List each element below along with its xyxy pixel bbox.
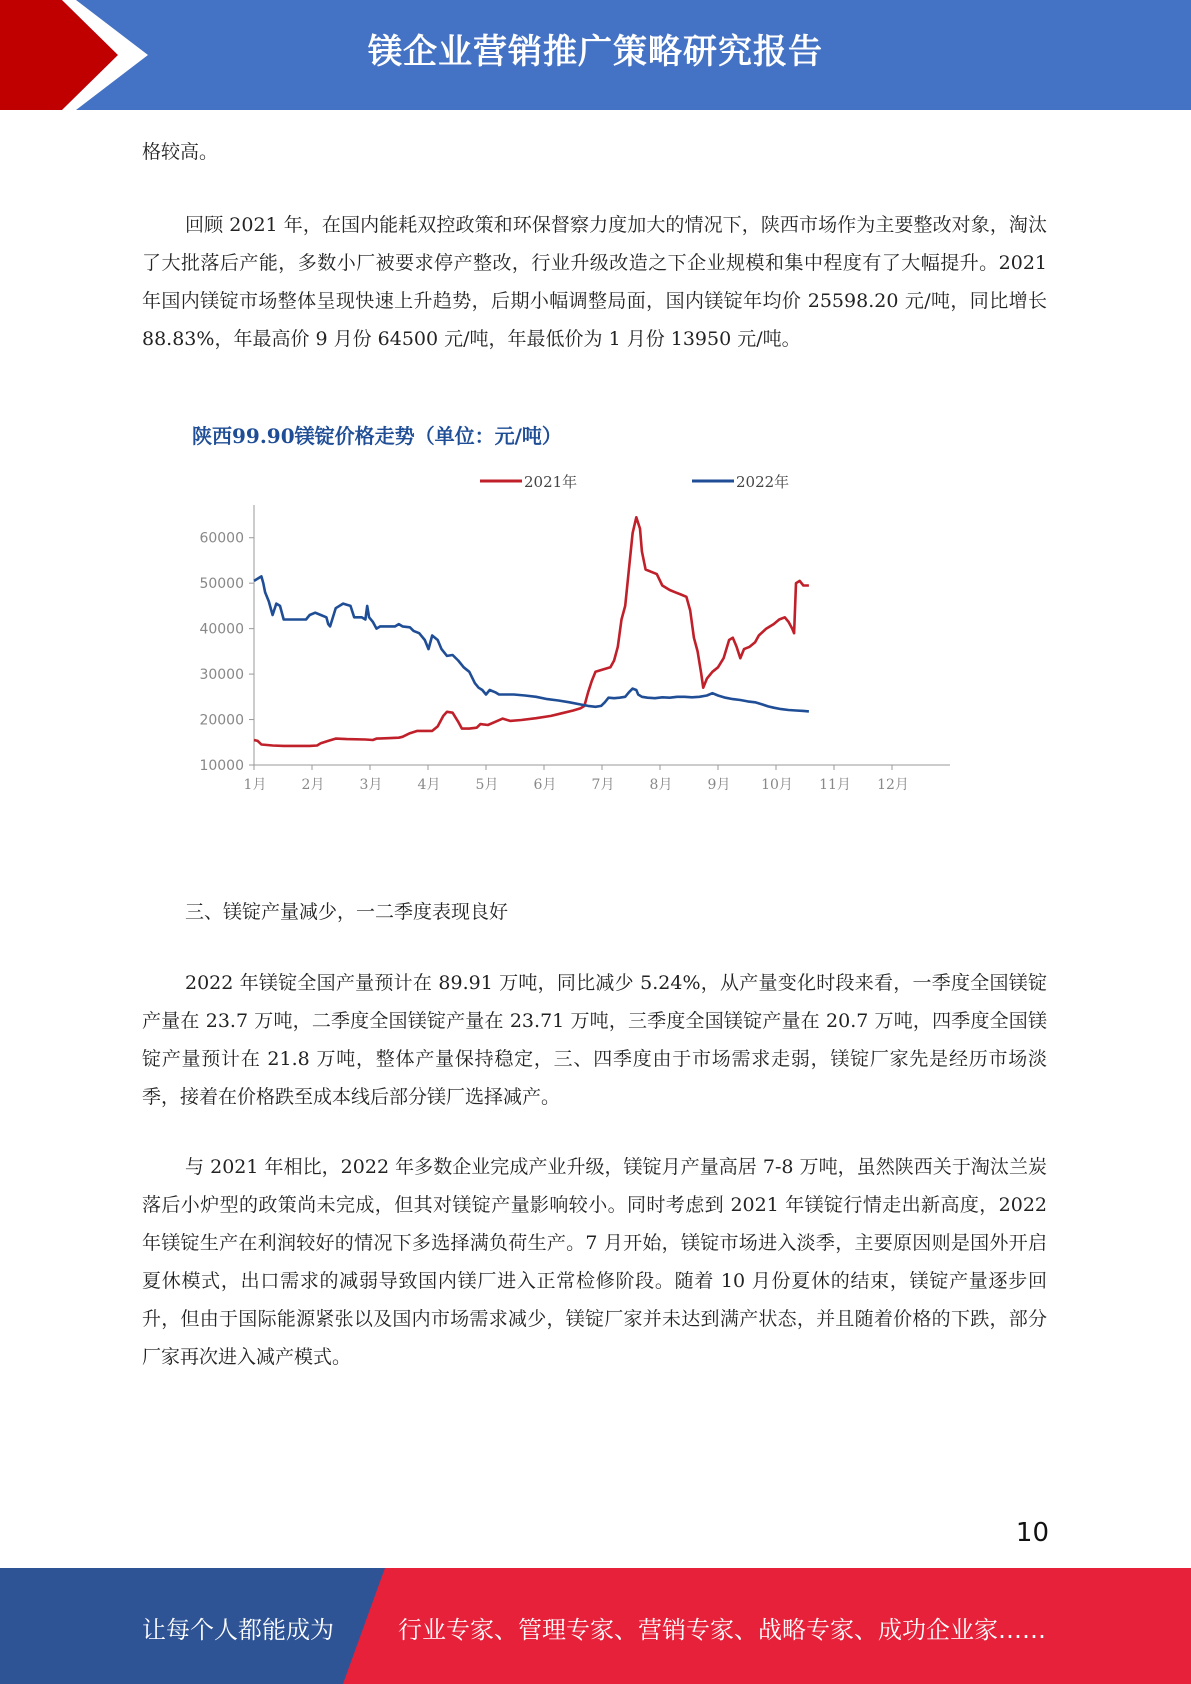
x-tick-label: 6月 [533,777,557,793]
footer-slogan-right: 行业专家、管理专家、营销专家、战略专家、成功企业家…… [398,1616,1046,1644]
paragraph-continued: 格较高。 [142,141,219,163]
paragraph-production-2022: 2022 年镁锭全国产量预计在 89.91 万吨，同比减少 5.24%，从产量变化时段来看，一季度全国镁锭产量在 23.7 万吨，二季度全国镁锭产量在 23.71 万吨，三季度全国镁锭产量在 20.7 万吨，四季度全国镁锭产量预计在 21.8 万吨，整体产量保持稳定，三、四季度由于市场需求走弱，镁锭厂家先是经历市场淡季，接着在价格跌至成本线后部分镁厂选择减产。 [142,972,1047,1108]
series-line-1 [254,576,809,711]
y-tick-label: 40000 [199,621,244,638]
price-chart-svg [180,420,970,810]
x-tick-label: 2月 [301,777,325,793]
series-line-0 [254,517,809,746]
x-tick-label: 3月 [359,777,383,793]
footer-slogan-left: 让每个人都能成为 [142,1616,334,1644]
price-chart [180,420,970,810]
y-tick-label: 60000 [199,530,244,547]
paragraph-review-2021: 回顾 2021 年，在国内能耗双控政策和环保督察力度加大的情况下，陕西市场作为主要整改对象，淘汰了大批落后产能，多数小厂被要求停产整改，行业升级改造之下企业规模和集中程度有了大幅提升。2021 年国内镁锭市场整体呈现快速上升趋势，后期小幅调整局面，国内镁锭年均价 25598.20 元/吨，同比增长 88.83%，年最高价 9 月份 64500 元/吨，年最低价为 1 月份 13950 元/吨。 [142,214,1047,350]
x-tick-label: 8月 [649,777,673,793]
x-tick-label: 7月 [591,777,615,793]
section-heading: 三、镁锭产量减少，一二季度表现良好 [185,901,509,923]
x-tick-label: 11月 [819,777,851,793]
y-tick-label: 30000 [199,667,244,684]
y-tick-label: 50000 [199,576,244,593]
x-tick-label: 4月 [417,777,441,793]
x-tick-label: 9月 [707,777,731,793]
paragraph-comparison: 与 2021 年相比，2022 年多数企业完成产业升级，镁锭月产量高居 7-8 万吨，虽然陕西关于淘汰兰炭落后小炉型的政策尚未完成，但其对镁锭产量影响较小。同时考虑到 2021 年镁锭行情走出新高度，2022 年镁锭生产在利润较好的情况下多选择满负荷生产。7 月开始，镁锭市场进入淡季，主要原因则是国外开启夏休模式，出口需求的减弱导致国内镁厂进入正常检修阶段。随着 10 月份夏休的结束，镁锭产量逐步回升，但由于国际能源紧张以及国内市场需求减少，镁锭厂家并未达到满产状态，并且随着价格的下跌，部分厂家再次进入减产模式。 [142,1156,1047,1368]
page-title: 镁企业营销推广策略研究报告 [368,32,823,72]
x-tick-label: 5月 [475,777,499,793]
chart-title: 陕西99.90镁锭价格走势（单位：元/吨） [192,424,562,448]
x-tick-label: 10月 [761,777,793,793]
legend-label-0: 2021年 [524,473,578,491]
x-tick-label: 1月 [243,777,267,793]
y-tick-label: 10000 [199,758,244,774]
y-tick-label: 20000 [199,712,244,729]
page-number: 10 [1015,1518,1049,1548]
x-tick-label: 12月 [877,777,909,793]
legend-label-1: 2022年 [736,473,790,491]
